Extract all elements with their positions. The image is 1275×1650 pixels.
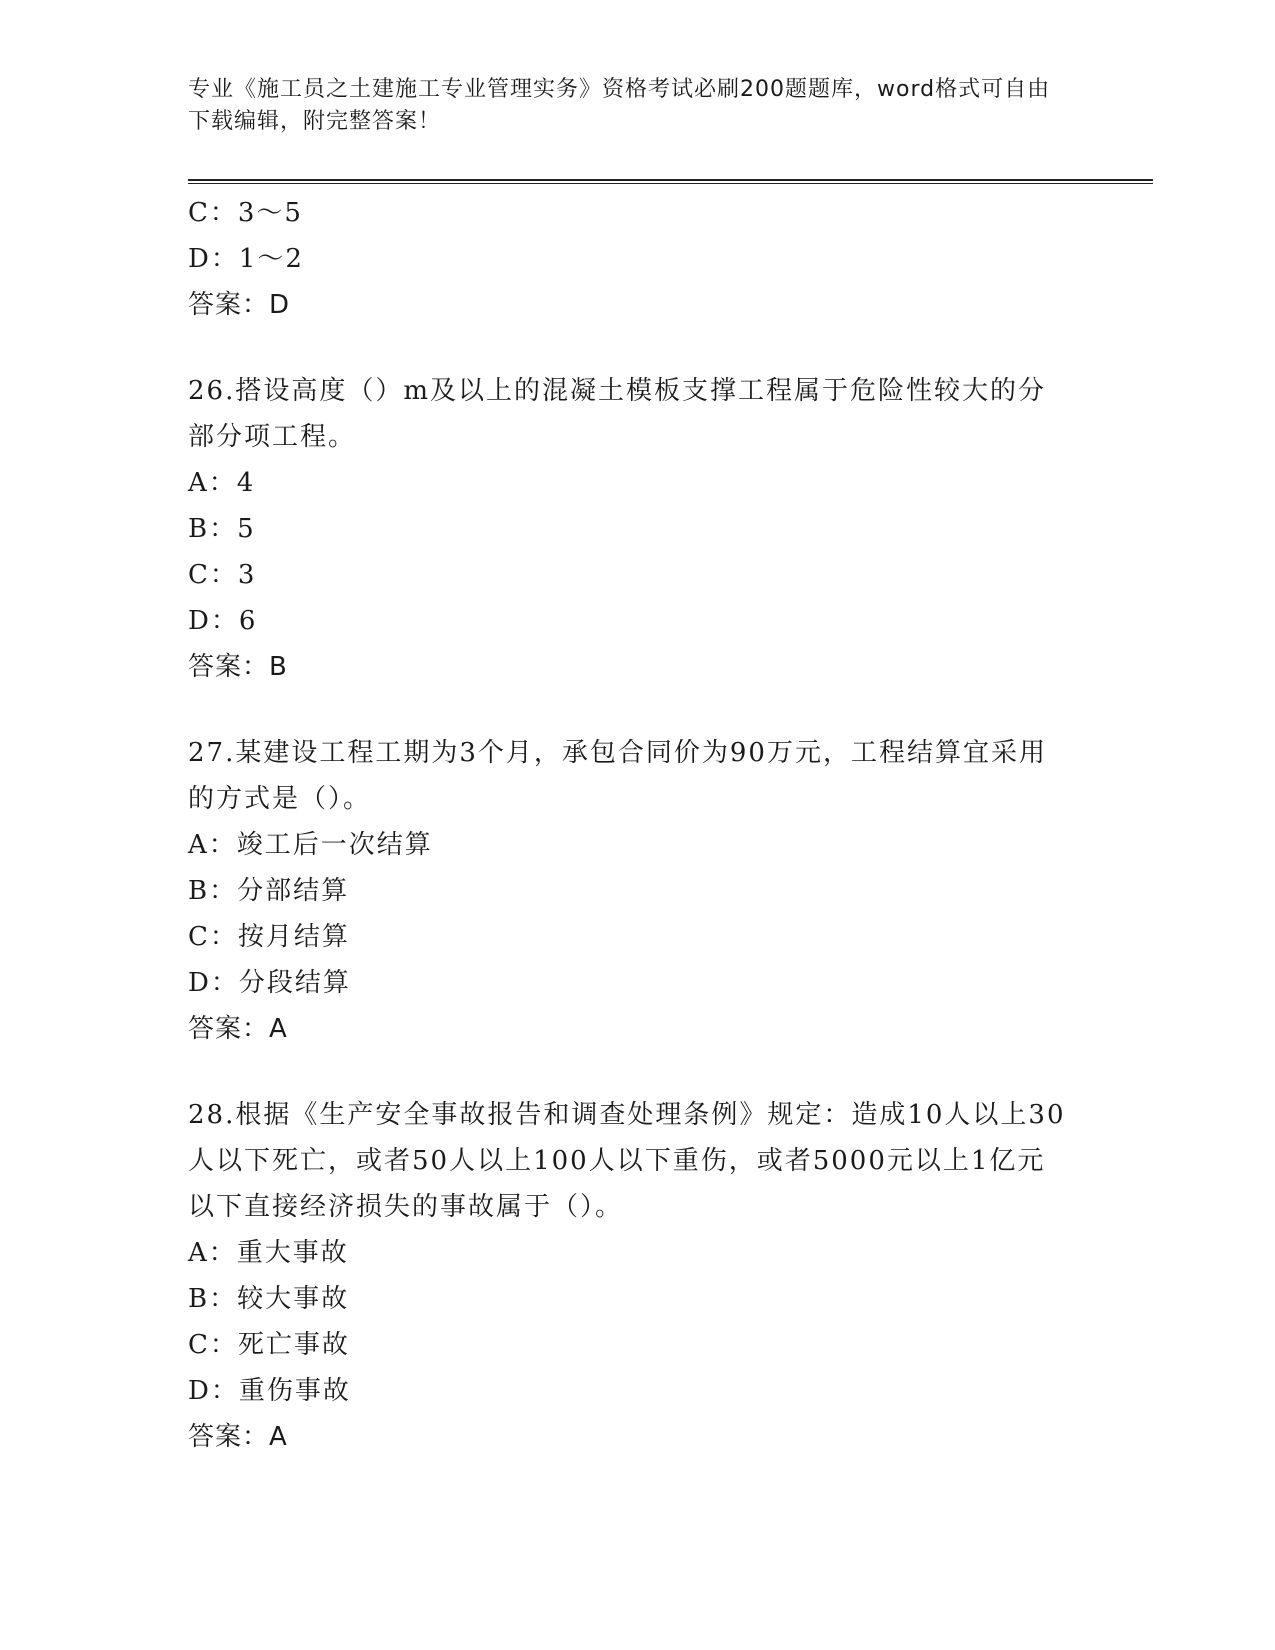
question-text: 27.某建设工程工期为3个月，承包合同价为90万元，工程结算宜采用的方式是（）。	[188, 738, 1047, 814]
option-c: C：3	[188, 560, 257, 590]
previous-question-tail	[188, 190, 1068, 328]
question-text: 26.搭设高度（）m及以上的混凝土模板支撑工程属于危险性较大的分部分项工程。	[188, 376, 1047, 452]
answer-line: 答案：D	[188, 290, 291, 320]
question-26	[188, 368, 1068, 690]
question-27	[188, 730, 1068, 1052]
option-c: C：3～5	[188, 198, 303, 228]
answer-line: 答案：A	[188, 1422, 288, 1452]
option-b: B：分部结算	[188, 876, 350, 906]
option-b: B：较大事故	[188, 1284, 350, 1314]
answer-line: 答案：A	[188, 1014, 288, 1044]
option-a: A：4	[188, 468, 256, 498]
option-b: B：5	[188, 514, 256, 544]
option-c: C：死亡事故	[188, 1330, 350, 1360]
question-text: 28.根据《生产安全事故报告和调查处理条例》规定：造成10人以上30人以下死亡，或者50人以上100人以下重伤，或者5000元以上1亿元以下直接经济损失的事故属于（）。	[188, 1100, 1066, 1222]
option-d: D：重伤事故	[188, 1376, 351, 1406]
option-a: A：重大事故	[188, 1238, 349, 1268]
header-divider-thin	[188, 183, 1153, 184]
question-28	[188, 1092, 1068, 1460]
option-d: D：6	[188, 606, 258, 636]
option-d: D：1～2	[188, 244, 304, 274]
page-header: 专业《施工员之土建施工专业管理实务》资格考试必刷200题题库，word格式可自由下载编辑，附完整答案！	[188, 77, 1051, 134]
answer-line: 答案：B	[188, 652, 288, 682]
option-c: C：按月结算	[188, 922, 350, 952]
document-body	[188, 190, 1068, 1460]
header-divider	[188, 179, 1153, 181]
option-a: A：竣工后一次结算	[188, 830, 433, 860]
option-d: D：分段结算	[188, 968, 351, 998]
